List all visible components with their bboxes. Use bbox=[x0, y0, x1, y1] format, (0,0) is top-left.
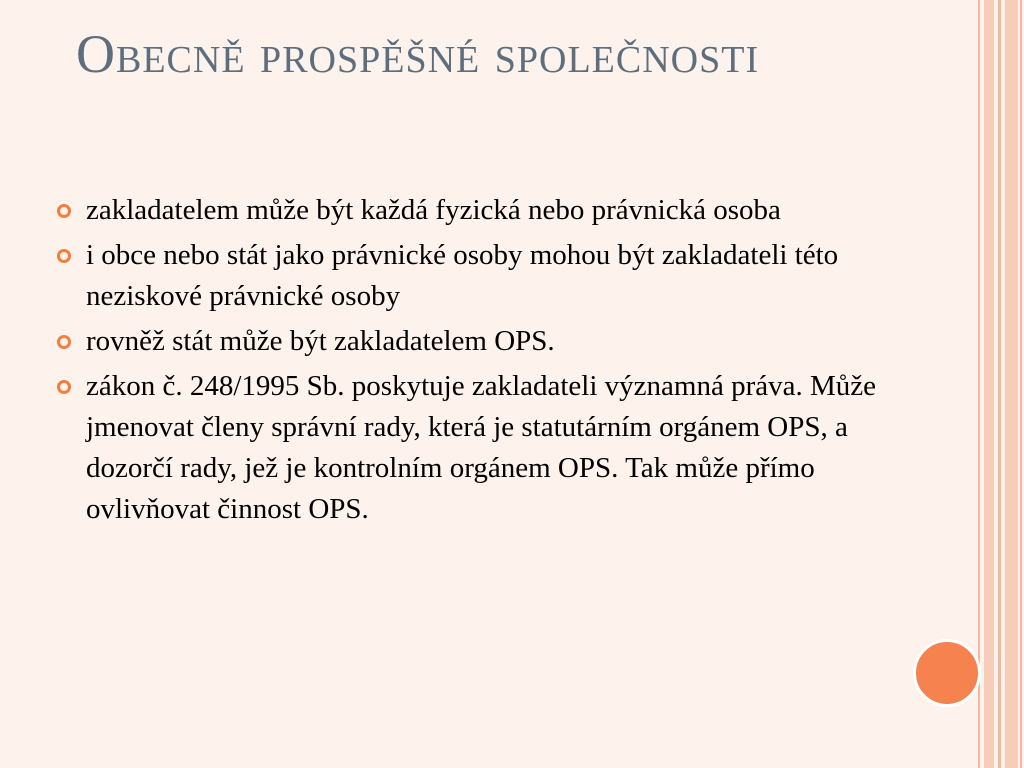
edge-stripe bbox=[984, 0, 994, 768]
bullet-list bbox=[0, 190, 900, 534]
bullet-text: i obce nebo stát jako právnické osoby mohou být zakladateli této neziskové právnické osoby bbox=[86, 239, 839, 312]
edge-stripe bbox=[1020, 0, 1022, 768]
hollow-circle-icon bbox=[57, 380, 71, 394]
bullet-text: zákon č. 248/1995 Sb. poskytuje zakladateli významná práva. Může jmenovat členy správní rady, která je statutárním orgánem OPS, a dozorčí rady, jež je kontrolním orgánem OPS. Tak může přímo ovlivňovat činnost OPS. bbox=[86, 370, 877, 525]
hollow-circle-icon bbox=[57, 204, 71, 218]
hollow-circle-icon bbox=[57, 249, 71, 263]
edge-stripe bbox=[998, 0, 1001, 768]
edge-stripe bbox=[1005, 0, 1018, 768]
bullet-item bbox=[0, 235, 900, 317]
hollow-circle-icon bbox=[57, 335, 71, 349]
bullet-item bbox=[0, 190, 900, 231]
bullet-item bbox=[0, 366, 900, 530]
bullet-text: zakladatelem může být každá fyzická nebo právnická osoba bbox=[86, 194, 781, 226]
bullet-text: rovněž stát může být zakladatelem OPS. bbox=[86, 325, 555, 357]
edge-stripe bbox=[978, 0, 980, 768]
bullet-item bbox=[0, 321, 900, 362]
decorative-circle bbox=[913, 639, 981, 707]
slide-title: Obecně prospěšné společnosti bbox=[76, 24, 760, 84]
